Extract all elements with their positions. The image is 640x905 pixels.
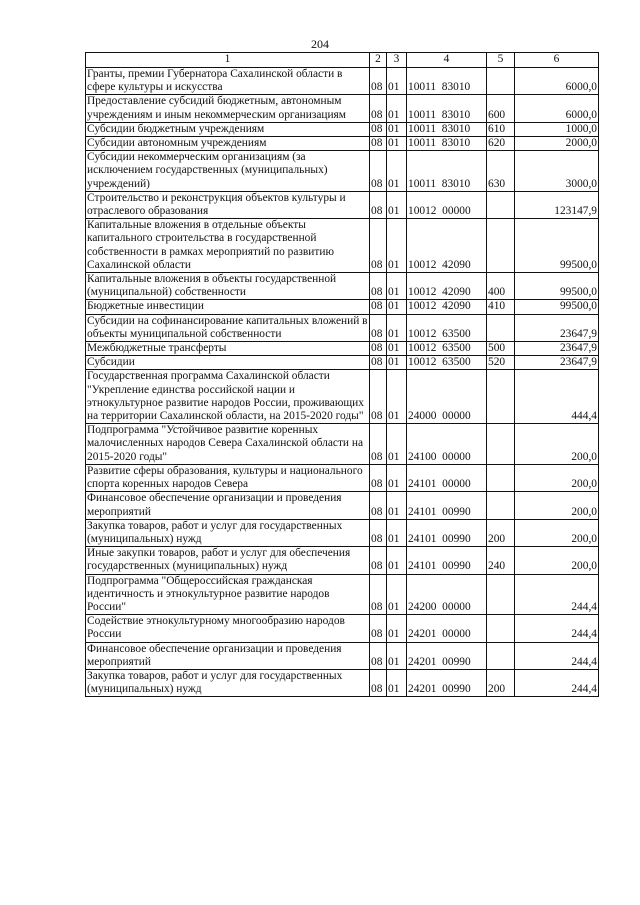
row-name-cell: Бюджетные инвестиции bbox=[86, 300, 370, 314]
row-expense-type-cell bbox=[487, 424, 515, 465]
budget-table bbox=[85, 52, 599, 697]
row-section-cell: 08 bbox=[370, 642, 387, 669]
table-row bbox=[86, 669, 599, 696]
row-name-cell: Финансовое обеспечение организации и проведения мероприятий bbox=[86, 642, 370, 669]
row-name-cell: Субсидии бюджетным учреждениям bbox=[86, 122, 370, 136]
row-target-article-cell: 10011 83010 bbox=[407, 137, 487, 151]
row-subsection-cell: 01 bbox=[387, 547, 407, 574]
row-amount-cell: 444,4 bbox=[515, 370, 599, 424]
row-target-article-cell: 10011 83010 bbox=[407, 151, 487, 192]
row-name-cell: Субсидии на софинансирование капитальных вложений в объекты муниципальной собственности bbox=[87, 314, 368, 340]
row-amount-cell: 99500,0 bbox=[515, 300, 599, 314]
row-target-article-cell: 24201 00990 bbox=[407, 642, 487, 669]
row-expense-type-cell bbox=[487, 615, 515, 642]
row-expense-type-cell: 520 bbox=[487, 356, 515, 370]
row-expense-type-cell bbox=[487, 191, 515, 218]
table-row bbox=[86, 342, 599, 356]
row-name-cell: Закупка товаров, работ и услуг для государственных (муниципальных) нужд bbox=[86, 519, 370, 546]
row-subsection-cell: 01 bbox=[387, 370, 407, 424]
row-expense-type-cell bbox=[487, 68, 515, 95]
row-subsection-cell: 01 bbox=[387, 464, 407, 491]
row-section-cell: 08 bbox=[370, 574, 387, 615]
row-target-article-cell: 24101 00990 bbox=[407, 519, 487, 546]
row-name-cell: Развитие сферы образования, культуры и национального спорта коренных народов Севера bbox=[86, 464, 370, 491]
table-row bbox=[86, 68, 599, 95]
row-expense-type-cell bbox=[487, 492, 515, 519]
row-amount-cell: 23647,9 bbox=[515, 356, 599, 370]
header-cell-expense-type: 5 bbox=[487, 53, 515, 68]
row-expense-type-cell: 240 bbox=[487, 547, 515, 574]
table-row bbox=[86, 370, 599, 424]
row-name-cell: Подпрограмма "Общероссийская гражданская идентичность и этнокультурное развитие народов России" bbox=[86, 574, 370, 615]
row-amount-cell: 6000,0 bbox=[515, 95, 599, 122]
header-cell-amount: 6 bbox=[515, 53, 599, 68]
row-amount-cell: 6000,0 bbox=[515, 68, 599, 95]
row-target-article-cell: 24100 00000 bbox=[407, 424, 487, 465]
row-section-cell: 08 bbox=[370, 137, 387, 151]
row-amount-cell: 3000,0 bbox=[515, 151, 599, 192]
row-amount-cell: 99500,0 bbox=[515, 219, 599, 273]
row-expense-type-cell bbox=[487, 219, 515, 273]
table-row bbox=[86, 356, 599, 370]
table-row bbox=[86, 519, 599, 546]
table-row bbox=[86, 191, 599, 218]
row-subsection-cell: 01 bbox=[387, 151, 407, 192]
row-target-article-cell: 10011 83010 bbox=[407, 95, 487, 122]
row-subsection-cell: 01 bbox=[387, 191, 407, 218]
row-subsection-cell: 01 bbox=[387, 219, 407, 273]
row-section-cell: 08 bbox=[370, 122, 387, 136]
table-row bbox=[86, 424, 599, 465]
header-cell-subsection: 3 bbox=[387, 53, 407, 68]
row-amount-cell: 244,4 bbox=[515, 574, 599, 615]
row-section-cell: 08 bbox=[370, 424, 387, 465]
row-target-article-cell: 24101 00990 bbox=[407, 547, 487, 574]
table-row bbox=[86, 95, 599, 122]
row-amount-cell: 23647,9 bbox=[515, 314, 599, 341]
row-amount-cell: 99500,0 bbox=[515, 273, 599, 300]
row-amount-cell: 23647,9 bbox=[515, 342, 599, 356]
row-subsection-cell: 01 bbox=[387, 122, 407, 136]
row-section-cell: 08 bbox=[370, 219, 387, 273]
row-amount-cell: 200,0 bbox=[515, 424, 599, 465]
row-expense-type-cell bbox=[487, 574, 515, 615]
row-section-cell: 08 bbox=[370, 273, 387, 300]
header-cell-name: 1 bbox=[86, 53, 370, 68]
table-row bbox=[86, 574, 599, 615]
row-amount-cell: 244,4 bbox=[515, 642, 599, 669]
page-number: 204 bbox=[311, 37, 329, 51]
header-row bbox=[86, 53, 599, 68]
row-subsection-cell: 01 bbox=[387, 356, 407, 370]
row-name-cell: Закупка товаров, работ и услуг для государственных (муниципальных) нужд bbox=[86, 669, 370, 696]
row-name-cell: Субсидии автономным учреждениям bbox=[86, 137, 370, 151]
row-subsection-cell: 01 bbox=[387, 519, 407, 546]
row-subsection-cell: 01 bbox=[387, 615, 407, 642]
header-cell-target-article: 4 bbox=[407, 53, 487, 68]
row-expense-type-cell: 610 bbox=[487, 122, 515, 136]
row-amount-cell: 200,0 bbox=[515, 547, 599, 574]
row-name-cell: Подпрограмма "Устойчивое развитие коренных малочисленных народов Севера Сахалинской области на 2015-2020 годы" bbox=[86, 424, 370, 465]
row-amount-cell: 244,4 bbox=[515, 615, 599, 642]
row-target-article-cell: 10012 42090 bbox=[407, 219, 487, 273]
row-expense-type-cell: 400 bbox=[487, 273, 515, 300]
row-subsection-cell: 01 bbox=[387, 95, 407, 122]
row-expense-type-cell bbox=[487, 314, 515, 341]
table-row bbox=[86, 464, 599, 491]
row-amount-cell: 1000,0 bbox=[515, 122, 599, 136]
row-name-cell: Капитальные вложения в отдельные объекты капитального строительства в государственной собственности в рамках мероприятий по развитию Сахалинской области bbox=[86, 219, 370, 273]
row-target-article-cell: 24200 00000 bbox=[407, 574, 487, 615]
row-subsection-cell: 01 bbox=[387, 314, 407, 341]
row-section-cell: 08 bbox=[370, 300, 387, 314]
row-expense-type-cell bbox=[487, 464, 515, 491]
row-amount-cell: 123147,9 bbox=[515, 191, 599, 218]
row-section-cell: 08 bbox=[370, 151, 387, 192]
row-subsection-cell: 01 bbox=[387, 492, 407, 519]
row-section-cell: 08 bbox=[370, 492, 387, 519]
header-cell-section: 2 bbox=[370, 53, 387, 68]
table-row bbox=[86, 151, 599, 192]
row-amount-cell: 200,0 bbox=[515, 492, 599, 519]
row-name-cell: Гранты, премии Губернатора Сахалинской области в сфере культуры и искусства bbox=[86, 68, 370, 95]
row-subsection-cell: 01 bbox=[387, 424, 407, 465]
row-name-cell: Финансовое обеспечение организации и проведения мероприятий bbox=[86, 492, 370, 519]
row-target-article-cell: 10011 83010 bbox=[407, 68, 487, 95]
row-target-article-cell: 10012 63500 bbox=[407, 356, 487, 370]
row-subsection-cell: 01 bbox=[387, 68, 407, 95]
row-name-cell: Субсидии bbox=[86, 356, 370, 370]
table-header bbox=[86, 53, 599, 68]
table-row bbox=[86, 219, 599, 273]
row-target-article-cell: 10011 83010 bbox=[407, 122, 487, 136]
row-target-article-cell: 24000 00000 bbox=[407, 370, 487, 424]
row-expense-type-cell: 410 bbox=[487, 300, 515, 314]
row-subsection-cell: 01 bbox=[387, 300, 407, 314]
row-section-cell: 08 bbox=[370, 615, 387, 642]
row-name-cell: Межбюджетные трансферты bbox=[86, 342, 370, 356]
row-section-cell: 08 bbox=[370, 370, 387, 424]
row-amount-cell: 200,0 bbox=[515, 519, 599, 546]
row-amount-cell: 244,4 bbox=[515, 669, 599, 696]
row-section-cell: 08 bbox=[370, 68, 387, 95]
row-name-cell: Субсидии некоммерческим организациям (за исключением государственных (муниципальных) учреждений) bbox=[86, 151, 370, 192]
row-expense-type-cell: 500 bbox=[487, 342, 515, 356]
row-subsection-cell: 01 bbox=[387, 642, 407, 669]
row-section-cell: 08 bbox=[370, 464, 387, 491]
row-subsection-cell: 01 bbox=[387, 669, 407, 696]
row-section-cell: 08 bbox=[370, 95, 387, 122]
table-row bbox=[86, 300, 599, 314]
row-amount-cell: 2000,0 bbox=[515, 137, 599, 151]
table-row bbox=[86, 314, 599, 341]
row-section-cell: 08 bbox=[370, 342, 387, 356]
row-subsection-cell: 01 bbox=[387, 574, 407, 615]
table-row bbox=[86, 492, 599, 519]
row-name-cell: Капитальные вложения в объекты государственной (муниципальной) собственности bbox=[86, 273, 370, 300]
row-expense-type-cell: 620 bbox=[487, 137, 515, 151]
row-subsection-cell: 01 bbox=[387, 137, 407, 151]
table-row bbox=[86, 642, 599, 669]
row-subsection-cell: 01 bbox=[387, 273, 407, 300]
table-row bbox=[86, 547, 599, 574]
row-subsection-cell: 01 bbox=[387, 342, 407, 356]
row-target-article-cell: 10012 00000 bbox=[407, 191, 487, 218]
row-target-article-cell: 10012 42090 bbox=[407, 273, 487, 300]
row-name-cell: Строительство и реконструкция объектов культуры и отраслевого образования bbox=[86, 191, 370, 218]
row-expense-type-cell: 600 bbox=[487, 95, 515, 122]
table-row bbox=[86, 122, 599, 136]
row-section-cell: 08 bbox=[370, 669, 387, 696]
row-expense-type-cell: 200 bbox=[487, 669, 515, 696]
row-target-article-cell: 24201 00000 bbox=[407, 615, 487, 642]
row-amount-cell: 200,0 bbox=[515, 464, 599, 491]
row-section-cell: 08 bbox=[370, 356, 387, 370]
row-section-cell: 08 bbox=[370, 191, 387, 218]
table-row bbox=[86, 273, 599, 300]
row-target-article-cell: 24101 00000 bbox=[407, 464, 487, 491]
row-name-cell: Предоставление субсидий бюджетным, автономным учреждениям и иным некоммерческим организациям bbox=[86, 95, 370, 122]
row-expense-type-cell: 200 bbox=[487, 519, 515, 546]
row-target-article-cell: 24201 00990 bbox=[407, 669, 487, 696]
row-name-cell: Государственная программа Сахалинской области "Укрепление единства российской нации и этнокультурное развитие народов России, проживающих на территории Сахалинской области, на 2015-2020 годы" bbox=[86, 370, 370, 424]
row-target-article-cell: 10012 63500 bbox=[407, 314, 487, 341]
table-row bbox=[86, 615, 599, 642]
row-section-cell: 08 bbox=[370, 314, 387, 341]
row-expense-type-cell bbox=[487, 370, 515, 424]
table-row bbox=[86, 137, 599, 151]
table-body bbox=[86, 68, 599, 697]
row-name-cell: Содействие этнокультурному многообразию народов России bbox=[86, 615, 370, 642]
row-name-cell: Иные закупки товаров, работ и услуг для обеспечения государственных (муниципальных) нужд bbox=[86, 547, 370, 574]
row-section-cell: 08 bbox=[370, 547, 387, 574]
row-expense-type-cell bbox=[487, 642, 515, 669]
row-target-article-cell: 10012 63500 bbox=[407, 342, 487, 356]
row-target-article-cell: 10012 42090 bbox=[407, 300, 487, 314]
row-target-article-cell: 24101 00990 bbox=[407, 492, 487, 519]
row-expense-type-cell: 630 bbox=[487, 151, 515, 192]
row-section-cell: 08 bbox=[370, 519, 387, 546]
